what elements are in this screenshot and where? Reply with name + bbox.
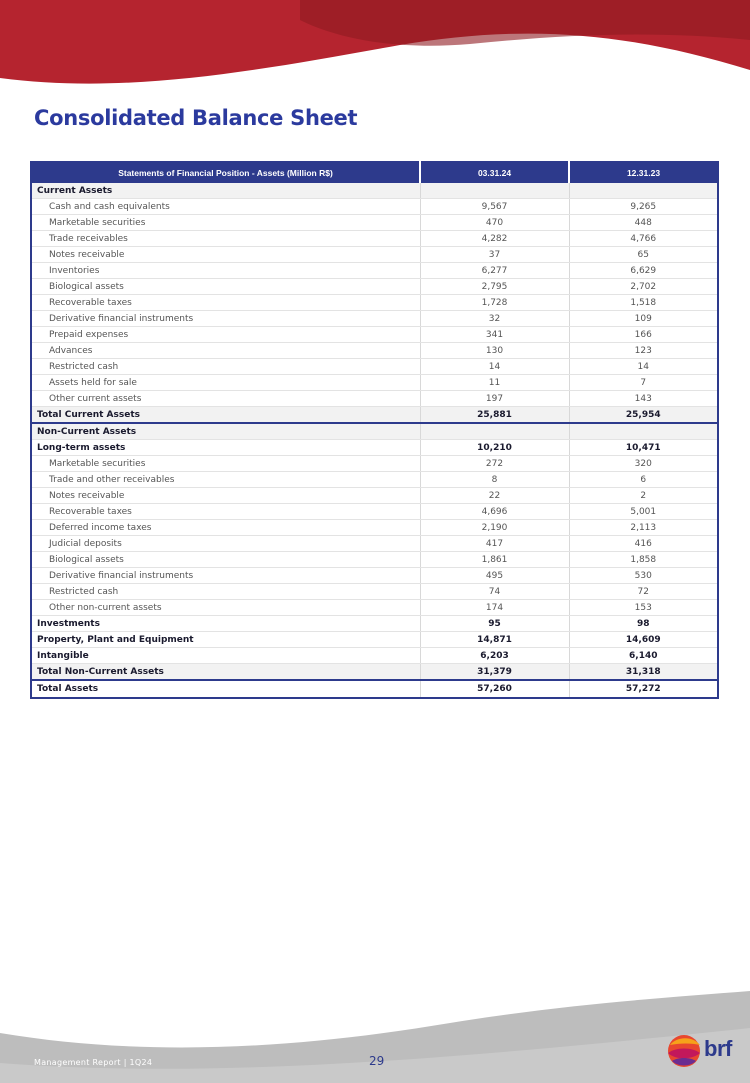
row-value-12-31-23: 1,858: [569, 552, 718, 568]
row-value-03-31-24: [420, 423, 569, 440]
row-value-12-31-23: 65: [569, 247, 718, 263]
table-row: [31, 456, 718, 472]
table-row: [31, 279, 718, 295]
row-label: Property, Plant and Equipment: [31, 632, 420, 648]
brf-logo-text: brf: [704, 1036, 732, 1061]
row-value-12-31-23: 14: [569, 359, 718, 375]
table-row: [31, 407, 718, 424]
row-value-03-31-24: 2,795: [420, 279, 569, 295]
row-label: Deferred income taxes: [31, 520, 420, 536]
row-label: Restricted cash: [31, 584, 420, 600]
row-label: Total Assets: [31, 680, 420, 698]
row-label: Marketable securities: [31, 215, 420, 231]
row-label: Non-Current Assets: [31, 423, 420, 440]
row-label: Cash and cash equivalents: [31, 199, 420, 215]
table-row: [31, 536, 718, 552]
row-label: Advances: [31, 343, 420, 359]
row-value-03-31-24: 25,881: [420, 407, 569, 424]
row-label: Other non-current assets: [31, 600, 420, 616]
row-value-12-31-23: 320: [569, 456, 718, 472]
row-value-03-31-24: 1,728: [420, 295, 569, 311]
row-value-03-31-24: 6,277: [420, 263, 569, 279]
row-label: Total Non-Current Assets: [31, 664, 420, 681]
row-value-03-31-24: 2,190: [420, 520, 569, 536]
table-row: [31, 616, 718, 632]
row-value-12-31-23: 2: [569, 488, 718, 504]
row-label: Biological assets: [31, 279, 420, 295]
row-value-12-31-23: 6,629: [569, 263, 718, 279]
row-label: Restricted cash: [31, 359, 420, 375]
row-label: Assets held for sale: [31, 375, 420, 391]
row-value-12-31-23: 57,272: [569, 680, 718, 698]
row-label: Total Current Assets: [31, 407, 420, 424]
row-value-12-31-23: 6,140: [569, 648, 718, 664]
page-number: 29: [369, 1054, 385, 1068]
row-value-03-31-24: 57,260: [420, 680, 569, 698]
row-label: Trade and other receivables: [31, 472, 420, 488]
row-label: Intangible: [31, 648, 420, 664]
table-row: [31, 423, 718, 440]
row-label: Derivative financial instruments: [31, 568, 420, 584]
row-value-12-31-23: 530: [569, 568, 718, 584]
row-value-12-31-23: 143: [569, 391, 718, 407]
balance-sheet-table: [30, 161, 719, 699]
row-value-12-31-23: 448: [569, 215, 718, 231]
table-row: [31, 440, 718, 456]
row-value-12-31-23: 6: [569, 472, 718, 488]
row-value-12-31-23: 9,265: [569, 199, 718, 215]
row-label: Recoverable taxes: [31, 504, 420, 520]
table-row: [31, 391, 718, 407]
table-row: [31, 215, 718, 231]
table-row: [31, 584, 718, 600]
row-value-12-31-23: 72: [569, 584, 718, 600]
table-row: [31, 488, 718, 504]
table-row: [31, 568, 718, 584]
table-row: [31, 263, 718, 279]
row-value-03-31-24: 14,871: [420, 632, 569, 648]
table-row: [31, 632, 718, 648]
column-header-previous: 12.31.23: [569, 162, 718, 183]
row-value-12-31-23: [569, 423, 718, 440]
row-value-03-31-24: 4,282: [420, 231, 569, 247]
table-row: [31, 327, 718, 343]
table-row: [31, 504, 718, 520]
row-label: Notes receivable: [31, 488, 420, 504]
table-row: [31, 552, 718, 568]
row-value-03-31-24: 6,203: [420, 648, 569, 664]
table-row: [31, 359, 718, 375]
row-value-03-31-24: 9,567: [420, 199, 569, 215]
table-row: [31, 295, 718, 311]
row-value-03-31-24: 14: [420, 359, 569, 375]
row-value-03-31-24: 32: [420, 311, 569, 327]
footer-report-label: Management Report | 1Q24: [34, 1058, 153, 1067]
table-body: [31, 183, 718, 698]
row-value-12-31-23: 31,318: [569, 664, 718, 681]
table-row: [31, 472, 718, 488]
row-value-03-31-24: 197: [420, 391, 569, 407]
row-label: Biological assets: [31, 552, 420, 568]
row-value-12-31-23: 4,766: [569, 231, 718, 247]
row-value-12-31-23: 109: [569, 311, 718, 327]
page-title: Consolidated Balance Sheet: [34, 106, 358, 130]
row-label: Trade receivables: [31, 231, 420, 247]
row-value-03-31-24: 272: [420, 456, 569, 472]
row-value-12-31-23: 123: [569, 343, 718, 359]
row-value-03-31-24: 417: [420, 536, 569, 552]
table-row: [31, 231, 718, 247]
row-label: Investments: [31, 616, 420, 632]
row-value-03-31-24: [420, 183, 569, 199]
table-row: [31, 648, 718, 664]
row-label: Other current assets: [31, 391, 420, 407]
header-wave: [0, 0, 750, 100]
row-label: Judicial deposits: [31, 536, 420, 552]
row-value-03-31-24: 37: [420, 247, 569, 263]
column-header-description: Statements of Financial Position - Assets (Million R$): [31, 162, 420, 183]
row-value-12-31-23: 14,609: [569, 632, 718, 648]
row-value-03-31-24: 22: [420, 488, 569, 504]
row-value-12-31-23: 1,518: [569, 295, 718, 311]
row-label: Prepaid expenses: [31, 327, 420, 343]
row-value-12-31-23: 5,001: [569, 504, 718, 520]
row-label: Long-term assets: [31, 440, 420, 456]
row-value-03-31-24: 31,379: [420, 664, 569, 681]
row-value-12-31-23: 25,954: [569, 407, 718, 424]
table-row: [31, 247, 718, 263]
row-value-03-31-24: 174: [420, 600, 569, 616]
row-value-03-31-24: 10,210: [420, 440, 569, 456]
row-value-12-31-23: 10,471: [569, 440, 718, 456]
row-value-12-31-23: 2,702: [569, 279, 718, 295]
row-value-12-31-23: 98: [569, 616, 718, 632]
row-label: Derivative financial instruments: [31, 311, 420, 327]
table-row: [31, 343, 718, 359]
row-value-03-31-24: 8: [420, 472, 569, 488]
row-value-03-31-24: 74: [420, 584, 569, 600]
row-value-12-31-23: 7: [569, 375, 718, 391]
row-value-12-31-23: 2,113: [569, 520, 718, 536]
column-header-current: 03.31.24: [420, 162, 569, 183]
table-row: [31, 680, 718, 698]
table-row: [31, 664, 718, 681]
row-value-03-31-24: 130: [420, 343, 569, 359]
row-value-03-31-24: 1,861: [420, 552, 569, 568]
table-row: [31, 600, 718, 616]
row-value-03-31-24: 95: [420, 616, 569, 632]
row-label: Notes receivable: [31, 247, 420, 263]
row-value-03-31-24: 11: [420, 375, 569, 391]
row-value-03-31-24: 495: [420, 568, 569, 584]
row-value-12-31-23: 153: [569, 600, 718, 616]
row-label: Inventories: [31, 263, 420, 279]
table-row: [31, 520, 718, 536]
row-label: Recoverable taxes: [31, 295, 420, 311]
row-value-12-31-23: 416: [569, 536, 718, 552]
row-value-03-31-24: 4,696: [420, 504, 569, 520]
row-label: Marketable securities: [31, 456, 420, 472]
row-value-12-31-23: [569, 183, 718, 199]
table-row: [31, 311, 718, 327]
row-value-03-31-24: 341: [420, 327, 569, 343]
table-header-row: [31, 162, 718, 183]
row-value-03-31-24: 470: [420, 215, 569, 231]
row-value-12-31-23: 166: [569, 327, 718, 343]
table-row: [31, 375, 718, 391]
table-row: [31, 199, 718, 215]
table-row: [31, 183, 718, 199]
row-label: Current Assets: [31, 183, 420, 199]
